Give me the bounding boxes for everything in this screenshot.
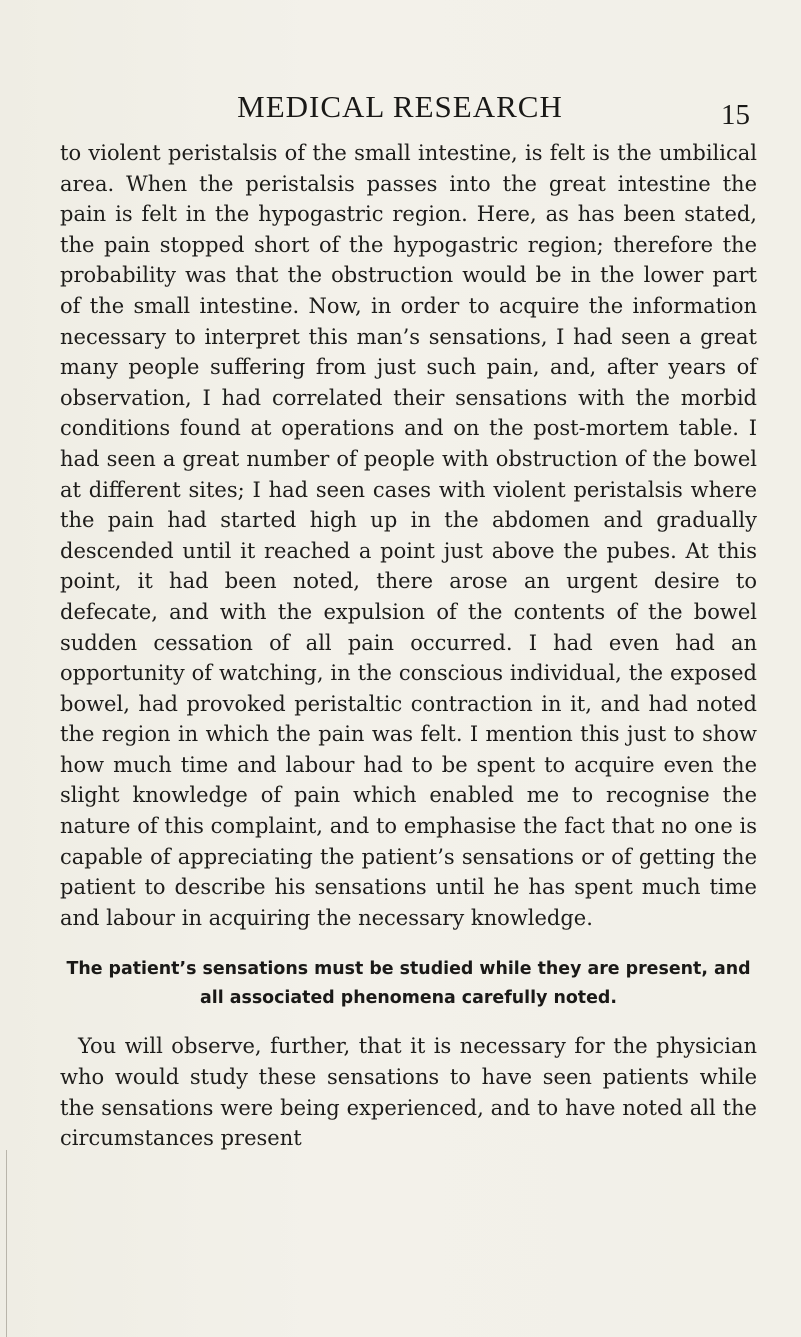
paragraph-2: You will observe, further, that it is necessary for the physician who would study these sensations to have seen patients while the sensations were being experienced, and to have noted all the circumstances present	[60, 1034, 757, 1151]
sidenote-heading: The patient’s sensations must be studied while they are present, and all associated phenomena carefully noted.	[66, 959, 751, 1009]
page-number: 15	[721, 99, 750, 131]
paragraph-1: to violent peristalsis of the small intestine, is felt is the umbilical area. When the peristalsis passes into the great intestine the pain is felt in the hypogastric region. Here, as has been stated, the pain stopped short of the hypogastric region; therefore the probability was that the obstruction would be in the lower part of the small intestine. Now, in order to acquire the information necessary to interpret this man’s sensations, I had seen a great many people suffering from just such pain, and, after years of observation, I had correlated their sensations with the morbid conditions found at operations and on the post-mortem table. I had seen a great number of people with obstruction of the bowel at different sites; I had seen cases with violent peristalsis where the pain had started high up in the abdomen and gradually descended until it reached a point just above the pubes. At this point, it had been noted, there arose an urgent desire to defecate, and with the expulsion of the contents of the bowel sudden cessation of all pain occurred. I had even had an opportunity of watching, in the conscious individual, the exposed bowel, had provoked peristaltic contraction in it, and had noted the region in which the pain was felt. I mention this just to show how much time and labour had to be spent to acquire even the slight knowledge of pain which enabled me to recognise the nature of this complaint, and to emphasise the fact that no one is capable of appreciating the patient’s sensations or of getting the patient to describe his sensations until he has spent much time and labour in acquiring the necessary knowledge.	[60, 141, 757, 930]
page-header	[60, 87, 750, 131]
body-text	[60, 138, 757, 1154]
page-edge-line	[6, 1150, 7, 1337]
running-head: MEDICAL RESEARCH	[237, 89, 563, 124]
